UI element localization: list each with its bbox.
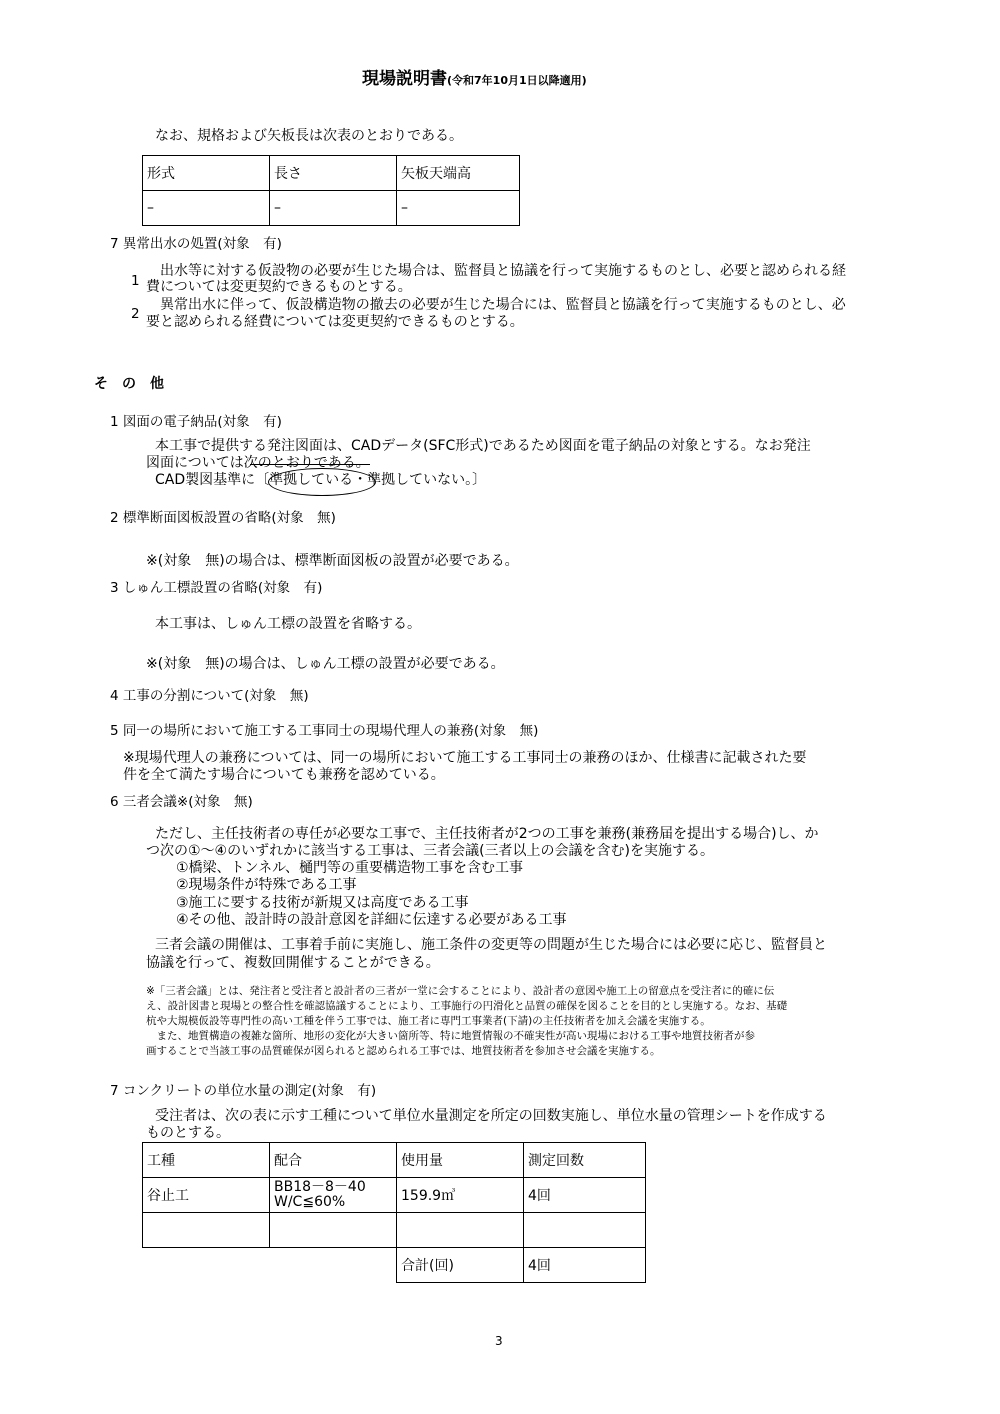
water-test-cell: [397, 1213, 524, 1248]
o1-cad-suffix: ・準拠していない。〕: [353, 472, 487, 488]
o3-heading: 3 しゅん工標設置の省略(対象 有): [110, 580, 323, 596]
o4-heading: 4 工事の分割について(対象 無): [110, 688, 309, 704]
water-item-number: 2: [131, 306, 140, 322]
water-item-line: 要と認められる経費については変更契約できるものとする。: [146, 314, 524, 330]
o6-footnote-line: 画することで当該工事の品質確保が図られると認められる工事では、地質技術者を参加させ会議を実施する。: [146, 1045, 661, 1057]
water-test-header-cell: 使用量: [397, 1143, 524, 1178]
o1-cad-prefix: CAD製図基準に〔: [155, 472, 270, 488]
water-test-cell: [524, 1213, 646, 1248]
water-test-cell: 谷止工: [143, 1178, 270, 1213]
o5-line: ※現場代理人の兼務については、同一の場所において施工する工事同士の兼務のほか、仕様書に記載された要: [123, 750, 807, 766]
spec-table: [142, 155, 520, 226]
water-test-blank-cell: [143, 1248, 270, 1283]
o2-heading: 2 標準断面図板設置の省略(対象 無): [110, 510, 336, 526]
water-test-header-row: [143, 1143, 646, 1178]
spec-intro: なお、規格および矢板長は次表のとおりである。: [155, 128, 463, 144]
spec-header-cell: 矢板天端高: [397, 156, 520, 191]
water-test-header-cell: 測定回数: [524, 1143, 646, 1178]
other-heading: そ の 他: [94, 376, 164, 392]
water-test-blank-cell: [270, 1248, 397, 1283]
title-main: 現場説明書: [362, 69, 447, 89]
water-test-cell: [270, 1213, 397, 1248]
water-test-empty-row: [143, 1213, 646, 1248]
water-test-cell: [143, 1213, 270, 1248]
o6-list-item: ①橋梁、トンネル、樋門等の重要構造物工事を含む工事: [176, 860, 524, 876]
water-test-total-label: 合計(回): [397, 1248, 524, 1283]
water-test-total-row: [143, 1248, 646, 1283]
o1-cad-selected: 準拠している: [269, 472, 354, 488]
o7-heading: 7 コンクリートの単位水量の測定(対象 有): [110, 1083, 377, 1099]
o7-line: ものとする。: [146, 1125, 230, 1141]
page-number: 3: [495, 1334, 503, 1348]
water-test-header-cell: 配合: [270, 1143, 397, 1178]
o6-heading: 6 三者会議※(対象 無): [110, 794, 253, 810]
o5-heading: 5 同一の場所において施工する工事同士の現場代理人の兼務(対象 無): [110, 723, 539, 739]
water-heading: 7 異常出水の処置(対象 有): [110, 236, 282, 252]
water-item-number: 1: [131, 273, 140, 289]
water-item-line: 異常出水に伴って、仮設構造物の撤去の必要が生じた場合には、監督員と協議を行って実施するものとし、必: [146, 297, 846, 313]
water-test-mix-cell: [270, 1178, 397, 1213]
spec-header-cell: 形式: [143, 156, 270, 191]
spec-header-row: [143, 156, 520, 191]
page-title: [362, 64, 587, 89]
o3-body: 本工事は、しゅん工標の設置を省略する。: [155, 616, 421, 632]
o6-list-item: ②現場条件が特殊である工事: [176, 877, 357, 893]
water-test-cell: 159.9㎥: [397, 1178, 524, 1213]
water-test-row: [143, 1178, 646, 1213]
o2-note: ※(対象 無)の場合は、標準断面図板の設置が必要である。: [146, 553, 519, 569]
spec-cell: –: [143, 191, 270, 226]
mix-line: W/C≦60%: [274, 1194, 346, 1210]
o1-heading: 1 図面の電子納品(対象 有): [110, 414, 282, 430]
spec-cell: –: [270, 191, 397, 226]
o6-line: ただし、主任技術者の専任が必要な工事で、主任技術者が2つの工事を兼務(兼務届を提出する場合)し、か: [155, 826, 819, 842]
strike-through-mark: [250, 464, 370, 465]
o5-line: 件を全て満たす場合についても兼務を認めている。: [123, 767, 445, 783]
o6-list-item: ④その他、設計時の設計意図を詳細に伝達する必要がある工事: [176, 912, 567, 928]
mix-line: BB18－8－40: [274, 1179, 366, 1195]
o6-list-item: ③施工に要する技術が新規又は高度である工事: [176, 895, 469, 911]
title-date: (令和7年10月1日以降適用): [447, 74, 587, 87]
o3-note: ※(対象 無)の場合は、しゅん工標の設置が必要である。: [146, 656, 505, 672]
water-test-total-value: 4回: [524, 1248, 646, 1283]
spec-row: [143, 191, 520, 226]
water-item-line: 出水等に対する仮設物の必要が生じた場合は、監督員と協議を行って実施するものとし、必要と認められる経: [146, 263, 846, 279]
o1-line: 本工事で提供する発注図面は、CADデータ(SFC形式)であるため図面を電子納品の対象とする。なお発注: [155, 438, 811, 454]
water-item-line: 費については変更契約できるものとする。: [146, 279, 412, 295]
o6-line: 協議を行って、複数回開催することができる。: [146, 955, 440, 971]
o6-footnote-line: え、設計図書と現場との整合性を確認協議することにより、工事施行の円滑化と品質の確保を図ることを目的とし実施する。なお、基礎: [146, 1000, 788, 1012]
spec-cell: –: [397, 191, 520, 226]
o6-line: 三者会議の開催は、工事着手前に実施し、施工条件の変更等の問題が生じた場合には必要に応じ、監督員と: [155, 937, 827, 953]
selection-circle-mark: [268, 468, 376, 496]
o6-line: つ次の①～④のいずれかに該当する工事は、三者会議(三者以上の会議を含む)を実施する。: [146, 843, 715, 859]
o6-footnote-line: 杭や大規模仮設等専門性の高い工種を伴う工事では、施工者に専門工事業者(下請)の主任技術者を加え会議を実施する。: [146, 1015, 711, 1027]
water-test-header-cell: 工種: [143, 1143, 270, 1178]
o7-line: 受注者は、次の表に示す工種について単位水量測定を所定の回数実施し、単位水量の管理シートを作成する: [155, 1108, 827, 1124]
o1-line: 図面については次のとおりである。: [146, 455, 370, 471]
water-test-table: [142, 1142, 646, 1283]
water-test-cell: 4回: [524, 1178, 646, 1213]
o6-footnote-line: また、地質構造の複雑な箇所、地形の変化が大きい箇所等、特に地質情報の不確実性が高い現場における工事や地質技術者が参: [146, 1030, 755, 1042]
spec-header-cell: 長さ: [270, 156, 397, 191]
o6-footnote-line: ※「三者会議」とは、発注者と受注者と設計者の三者が一堂に会することにより、設計者の意図や施工上の留意点を受注者に的確に伝: [146, 985, 775, 997]
